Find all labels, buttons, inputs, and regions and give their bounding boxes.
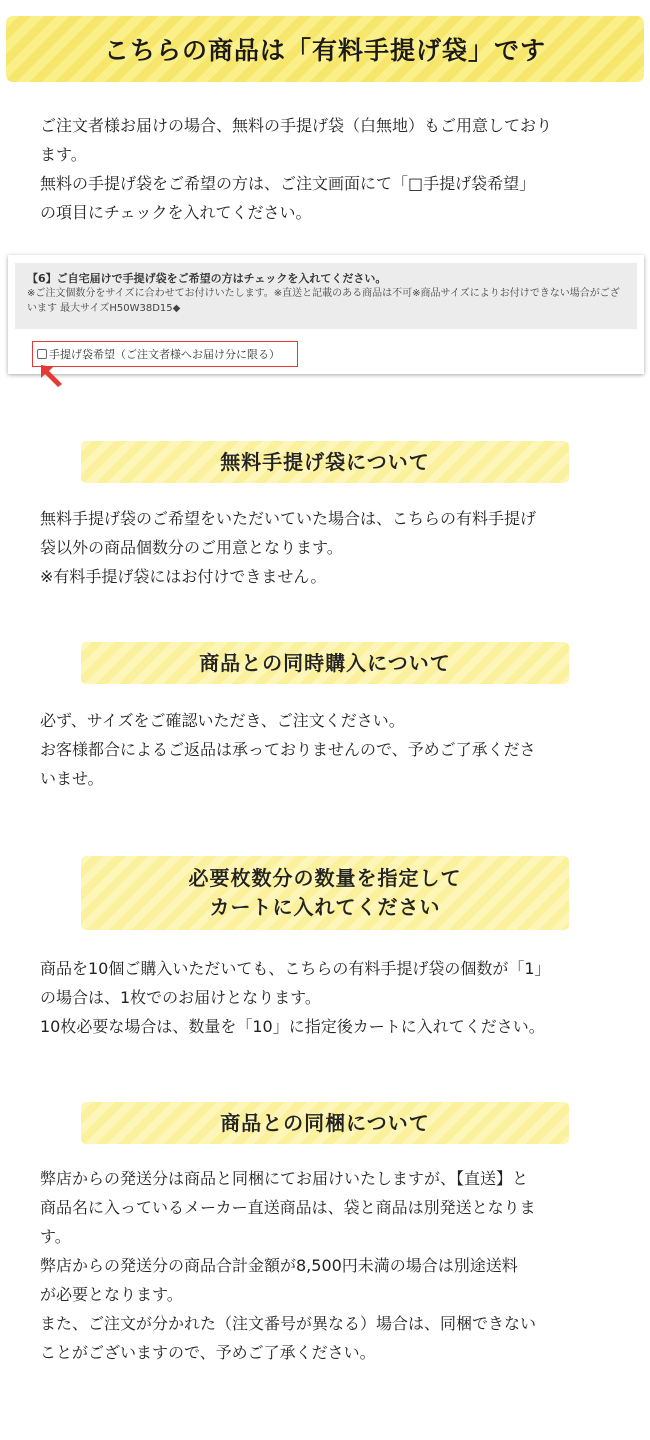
section-heading-bundling (81, 1102, 569, 1144)
intro-line: 無料の手提げ袋をご希望の方は、ご注文画面にて「□手提げ袋希望」 (40, 174, 536, 193)
paragraph-line: 無料手提げ袋のご希望をいただいていた場合は、こちらの有料手提げ (40, 509, 537, 528)
checkout-form-sample (8, 255, 644, 374)
paragraph-line: お客様都合によるご返品は承っておりませんので、予めご了承くださ (40, 740, 536, 759)
paragraph-line: 弊店からの発送分の商品合計金額が8,500円未満の場合は別途送料 (40, 1256, 518, 1275)
section-heading-free-bag (81, 441, 569, 483)
section-paragraph-quantity (40, 954, 625, 1041)
section-heading-text: 必要枚数分の数量を指定して (188, 866, 462, 890)
paragraph-line: 袋以外の商品個数分のご用意となります。 (40, 538, 343, 557)
section-paragraph-simultaneous-purchase (40, 706, 625, 793)
paragraph-line: また、ご注文が分かれた（注文番号が異なる）場合は、同梱できない (40, 1314, 537, 1333)
paragraph-line: いませ。 (40, 769, 104, 788)
section-heading-quantity (81, 856, 569, 930)
intro-line: ます。 (40, 145, 87, 164)
paragraph-line: 商品を10個ご購入いただいても、こちらの有料手提げ袋の個数が「1」 (40, 959, 551, 978)
banner-title: こちらの商品は「有料手提げ袋」です (103, 36, 546, 65)
section-paragraph-free-bag (40, 504, 625, 591)
section-heading-text: 商品との同時購入について (199, 650, 451, 675)
paragraph-line: す。 (40, 1227, 71, 1246)
section-heading-text: 商品との同梱について (220, 1110, 430, 1135)
checkbox-icon[interactable] (37, 349, 47, 359)
form-sample-header (15, 263, 637, 329)
paragraph-line: 必ず、サイズをご確認いただき、ご注文ください。 (40, 711, 405, 730)
section-heading-text: 無料手提げ袋について (220, 449, 430, 474)
section-heading-text: カートに入れてください (209, 895, 441, 919)
paragraph-line: 商品名に入っているメーカー直送商品は、袋と商品は別発送となりま (40, 1198, 536, 1217)
paragraph-line: 弊店からの発送分は商品と同梱にてお届けいたしますが、【直送】と (40, 1169, 529, 1188)
red-arrow-icon (38, 362, 68, 388)
bag-request-checkbox-row[interactable] (32, 341, 298, 367)
intro-line: の項目にチェックを入れてください。 (40, 203, 312, 222)
paragraph-line: ※有料手提げ袋にはお付けできません。 (40, 567, 327, 586)
paragraph-line: が必要となります。 (40, 1285, 183, 1304)
paragraph-line: 10枚必要な場合は、数量を「10」に指定後カートに入れてください。 (40, 1017, 545, 1036)
page-banner (6, 16, 644, 82)
paragraph-line: ことがございますので、予めご了承ください。 (40, 1343, 376, 1362)
section-heading-simultaneous-purchase (81, 642, 569, 684)
checkbox-label: 手提げ袋希望（ご注文者様へお届け分に限る） (49, 348, 280, 361)
form-sample-title: 【6】ご自宅届けで手提げ袋をご希望の方はチェックを入れてください。 (27, 272, 387, 285)
intro-paragraph (40, 111, 625, 227)
form-sample-note: ※ご注文個数分をサイズに合わせてお付けいたします。※直送と記載のある商品は不可※商品サイズによりお付けできない場合がございます 最大サイズH50W38D15◆ (27, 288, 620, 314)
section-paragraph-bundling (40, 1164, 625, 1367)
intro-line: ご注文者様お届けの場合、無料の手提げ袋（白無地）もご用意しており (40, 116, 553, 135)
paragraph-line: の場合は、1枚でのお届けとなります。 (40, 988, 321, 1007)
